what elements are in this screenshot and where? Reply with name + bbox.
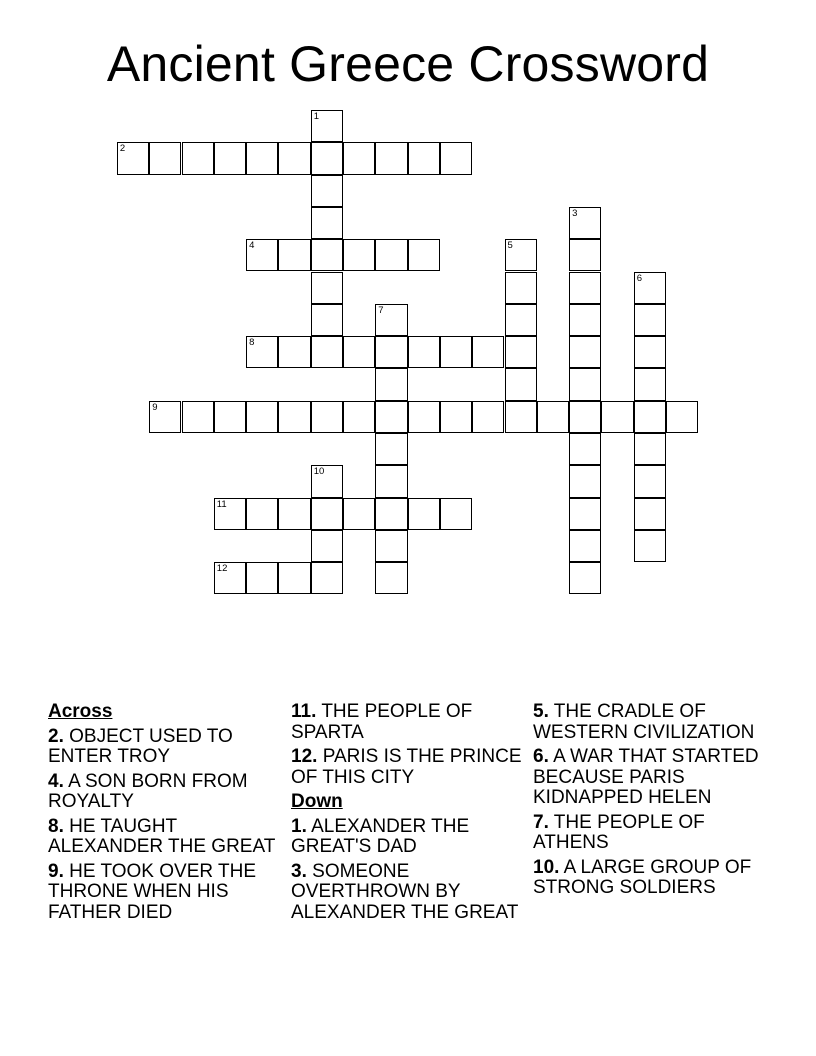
clue-heading-across: Across [48,701,113,722]
clue-item [533,858,773,899]
clue-text: A LARGE GROUP OF STRONG SOLDIERS [533,856,752,898]
page-title: Ancient Greece Crossword [106,36,710,92]
clue-number: 2 [119,143,126,155]
crossword-cell[interactable] [408,142,440,174]
crossword-cell[interactable] [569,530,601,562]
crossword-cell[interactable] [634,272,666,304]
crossword-cell[interactable] [311,239,343,271]
crossword-cell[interactable] [408,239,440,271]
crossword-cell[interactable] [278,562,310,594]
crossword-cell[interactable] [569,401,601,433]
clue-item [533,702,773,743]
crossword-cell[interactable] [634,465,666,497]
crossword-cell[interactable] [505,401,537,433]
crossword-cell[interactable] [440,498,472,530]
crossword-cell[interactable] [278,142,310,174]
crossword-cell[interactable] [634,368,666,400]
crossword-cell[interactable] [537,401,569,433]
crossword-cell[interactable] [634,498,666,530]
clue-number-label: 12. [291,746,318,767]
crossword-cell[interactable] [311,465,343,497]
crossword-cell[interactable] [375,465,407,497]
crossword-cell[interactable] [214,401,246,433]
clue-column-3 [533,702,773,903]
crossword-cell[interactable] [505,368,537,400]
clue-item [48,817,284,858]
crossword-cell[interactable] [278,239,310,271]
clue-column-2 [291,702,527,927]
crossword-cell[interactable] [311,401,343,433]
crossword-cell[interactable] [569,336,601,368]
crossword-cell[interactable] [408,401,440,433]
crossword-cell[interactable] [311,272,343,304]
crossword-cell[interactable] [375,239,407,271]
clue-column-1 [48,702,284,927]
crossword-cell[interactable] [634,433,666,465]
crossword-cell[interactable] [278,336,310,368]
clue-text: PARIS IS THE PRINCE OF THIS CITY [291,746,522,788]
crossword-cell[interactable] [569,272,601,304]
crossword-cell[interactable] [311,530,343,562]
clue-number-label: 8. [48,815,64,837]
clue-number-label: 1. [291,815,307,837]
crossword-cell[interactable] [634,336,666,368]
crossword-cell[interactable] [246,562,278,594]
clue-number-label: 5. [533,701,549,722]
crossword-cell[interactable] [311,562,343,594]
crossword-cell[interactable] [311,175,343,207]
clue-text: THE CRADLE OF WESTERN CIVILIZATION [533,701,755,743]
crossword-cell[interactable] [569,465,601,497]
crossword-cell[interactable] [311,304,343,336]
crossword-cell[interactable] [569,239,601,271]
crossword-cell[interactable] [246,142,278,174]
crossword-cell[interactable] [214,142,246,174]
crossword-cell[interactable] [472,401,504,433]
clue-number-label: 11. [291,701,317,722]
crossword-cell[interactable] [311,110,343,142]
clue-number-label: 3. [291,860,307,882]
crossword-cell[interactable] [246,498,278,530]
crossword-cell[interactable] [246,336,278,368]
crossword-cell[interactable] [311,336,343,368]
crossword-cell[interactable] [375,304,407,336]
clue-number: 9 [152,401,158,413]
clue-number-label: 2. [48,725,64,747]
crossword-cell[interactable] [634,530,666,562]
clue-number-label: 6. [533,746,549,767]
crossword-cell[interactable] [182,142,214,174]
clue-number: 12 [216,563,228,575]
crossword-cell[interactable] [214,498,246,530]
crossword-cell[interactable] [569,562,601,594]
crossword-cell[interactable] [666,401,698,433]
clue-number: 7 [378,304,384,316]
crossword-cell[interactable] [149,401,181,433]
clue-item [48,772,284,813]
crossword-cell[interactable] [343,498,375,530]
clue-item [291,862,527,924]
clue-text: OBJECT USED TO ENTER TROY [48,725,233,767]
crossword-cell[interactable] [311,498,343,530]
crossword-cell[interactable] [440,142,472,174]
crossword-cell[interactable] [375,142,407,174]
crossword-cell[interactable] [311,142,343,174]
clue-text: HE TAUGHT ALEXANDER THE GREAT [48,815,276,857]
clue-item [291,747,527,788]
crossword-cell[interactable] [601,401,633,433]
crossword-cell[interactable] [375,336,407,368]
crossword-cell[interactable] [440,336,472,368]
crossword-cell[interactable] [472,336,504,368]
clue-number: 3 [572,207,578,219]
crossword-cell[interactable] [505,272,537,304]
crossword-cell[interactable] [440,401,472,433]
clue-text: THE PEOPLE OF SPARTA [291,701,473,743]
crossword-cell[interactable] [246,401,278,433]
crossword-cell[interactable] [408,336,440,368]
crossword-cell[interactable] [375,562,407,594]
crossword-cell[interactable] [634,304,666,336]
clue-item [291,702,527,743]
clue-text: HE TOOK OVER THE THRONE WHEN HIS FATHER DIED [48,860,257,923]
crossword-cell[interactable] [117,142,149,174]
crossword-cell[interactable] [569,207,601,239]
crossword-cell[interactable] [375,368,407,400]
crossword-cell[interactable] [569,304,601,336]
crossword-cell[interactable] [182,401,214,433]
crossword-cell[interactable] [634,401,666,433]
clue-number-label: 7. [533,811,549,833]
clue-text: ALEXANDER THE GREAT'S DAD [291,815,470,857]
crossword-cell[interactable] [569,368,601,400]
clue-number: 6 [636,272,642,284]
clue-number: 1 [313,111,319,122]
crossword-cell[interactable] [408,498,440,530]
clue-item [533,813,773,854]
crossword-cell[interactable] [505,239,537,271]
crossword-cell[interactable] [278,401,310,433]
clue-number: 10 [313,466,325,478]
clue-item [48,862,284,924]
crossword-cell[interactable] [505,304,537,336]
clue-number-label: 9. [48,860,64,882]
crossword-cell[interactable] [375,498,407,530]
clue-number: 4 [249,240,255,252]
crossword-cell[interactable] [343,142,375,174]
crossword-cell[interactable] [569,433,601,465]
crossword-cell[interactable] [278,498,310,530]
clue-number: 5 [507,240,513,252]
crossword-cell[interactable] [214,562,246,594]
crossword-cell[interactable] [343,336,375,368]
clue-item [48,727,284,768]
clue-item [533,747,773,809]
crossword-cell[interactable] [375,530,407,562]
clue-number: 11 [216,498,227,510]
crossword-cell[interactable] [505,336,537,368]
clue-text: THE PEOPLE OF ATHENS [533,811,705,853]
clue-number-label: 4. [48,770,64,792]
crossword-cell[interactable] [149,142,181,174]
clue-text: A WAR THAT STARTED BECAUSE PARIS KIDNAPPED HELEN [533,746,759,808]
clue-number-label: 10. [533,856,560,878]
crossword-cell[interactable] [246,239,278,271]
clue-text: SOMEONE OVERTHROWN BY ALEXANDER THE GREAT [291,860,519,923]
clue-item [291,817,527,858]
crossword-cell[interactable] [311,207,343,239]
crossword-cell[interactable] [343,401,375,433]
crossword-cell[interactable] [375,433,407,465]
clue-heading-down: Down [291,791,343,812]
clue-text: A SON BORN FROM ROYALTY [48,770,248,812]
crossword-cell[interactable] [569,498,601,530]
crossword-cell[interactable] [375,401,407,433]
clue-number: 8 [249,337,255,349]
crossword-cell[interactable] [343,239,375,271]
